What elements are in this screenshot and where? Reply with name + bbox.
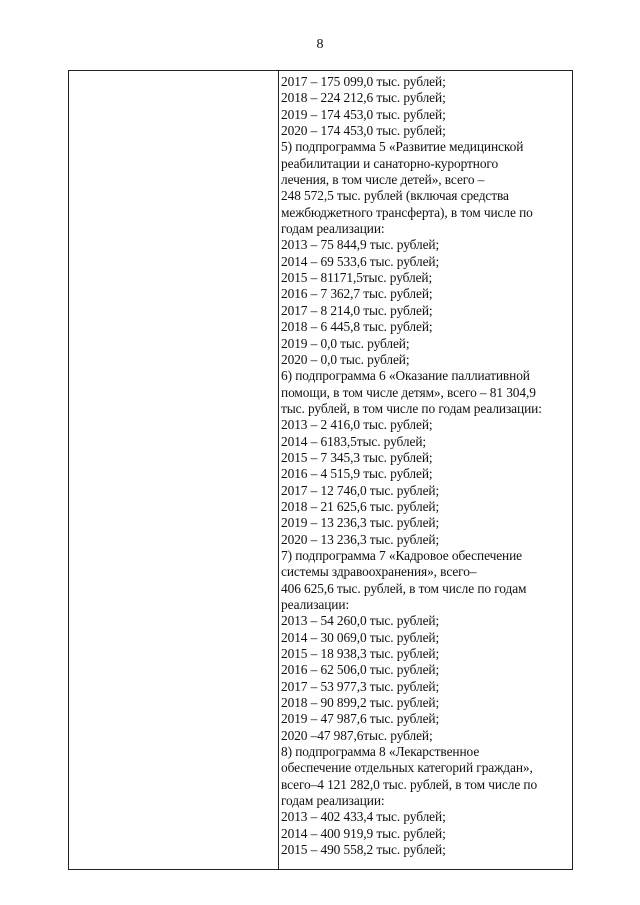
text-line: 2018 – 6 445,8 тыс. рублей; [281, 319, 433, 335]
text-line: 2013 – 402 433,4 тыс. рублей; [281, 809, 446, 825]
text-line: 2017 – 12 746,0 тыс. рублей; [281, 482, 440, 498]
text-line: 5) подпрограмма 5 «Развитие медицинской [281, 139, 524, 155]
text-line: помощи, в том числе детям», всего – 81 304,9 [281, 384, 536, 400]
text-line: 2014 – 30 069,0 тыс. рублей; [281, 629, 440, 645]
text-line: 2015 – 81171,5тыс. рублей; [281, 270, 433, 286]
text-line: 7) подпрограмма 7 «Кадровое обеспечение [281, 547, 523, 563]
text-line: 2020 – 174 453,0 тыс. рублей; [281, 123, 446, 139]
text-line: 2019 – 13 236,3 тыс. рублей; [281, 515, 440, 531]
text-line: 2019 – 174 453,0 тыс. рублей; [281, 106, 446, 122]
text-line: тыс. рублей, в том числе по годам реализации: [281, 400, 542, 416]
text-line: 2015 – 490 558,2 тыс. рублей; [281, 842, 446, 858]
table-left-cell [69, 71, 278, 869]
text-line: 2013 – 54 260,0 тыс. рублей; [281, 613, 440, 629]
text-line: реализации: [281, 597, 350, 612]
text-line: 2017 – 8 214,0 тыс. рублей; [281, 302, 433, 318]
text-line: 2016 – 62 506,0 тыс. рублей; [281, 662, 440, 678]
text-line: 6) подпрограмма 6 «Оказание паллиативной [281, 368, 530, 384]
text-line: 2018 – 90 899,2 тыс. рублей; [281, 695, 440, 711]
text-line: 2019 – 47 987,6 тыс. рублей; [281, 711, 440, 727]
text-line: 2019 – 0,0 тыс. рублей; [281, 335, 410, 351]
text-line: 2015 – 7 345,3 тыс. рублей; [281, 449, 433, 465]
text-line: реабилитации и санаторно-курортного [281, 155, 499, 171]
text-line: системы здравоохранения», всего– [281, 564, 477, 580]
text-line: 2015 – 18 938,3 тыс. рублей; [281, 646, 440, 662]
table-right-cell [281, 74, 573, 859]
text-line: 8) подпрограмма 8 «Лекарственное [281, 744, 480, 760]
text-line: 2016 – 4 515,9 тыс. рублей; [281, 466, 433, 482]
text-line: 2020 – 13 236,3 тыс. рублей; [281, 531, 440, 547]
text-line: межбюджетного трансферта), в том числе по [281, 204, 533, 220]
text-line: 406 625,6 тыс. рублей, в том числе по годам [281, 580, 527, 596]
text-line: годам реализации: [281, 793, 385, 809]
text-line: 2020 – 0,0 тыс. рублей; [281, 351, 410, 367]
column-divider [278, 71, 279, 869]
text-line: 2014 – 6183,5тыс. рублей; [281, 433, 427, 449]
funding-table [68, 70, 573, 870]
text-line: 2017 – 175 099,0 тыс. рублей; [281, 74, 446, 89]
text-line: обеспечение отдельных категорий граждан», [281, 760, 533, 776]
page-number: 8 [316, 37, 324, 52]
text-line: 2013 – 2 416,0 тыс. рублей; [281, 417, 433, 433]
text-line: 248 572,5 тыс. рублей (включая средства [281, 188, 509, 204]
text-line: 2018 – 21 625,6 тыс. рублей; [281, 498, 440, 514]
text-line: лечения, в том числе детей», всего – [281, 172, 485, 188]
text-line: годам реализации: [281, 221, 385, 237]
text-line: 2018 – 224 212,6 тыс. рублей; [281, 90, 446, 106]
text-line: 2017 – 53 977,3 тыс. рублей; [281, 678, 440, 694]
text-line: 2013 – 75 844,9 тыс. рублей; [281, 237, 440, 253]
text-line: 2016 – 7 362,7 тыс. рублей; [281, 286, 433, 302]
text-line: всего–4 121 282,0 тыс. рублей, в том числе по [281, 776, 538, 792]
text-line: 2020 –47 987,6тыс. рублей; [281, 727, 433, 743]
text-line: 2014 – 69 533,6 тыс. рублей; [281, 253, 440, 269]
text-line: 2014 – 400 919,9 тыс. рублей; [281, 825, 446, 841]
